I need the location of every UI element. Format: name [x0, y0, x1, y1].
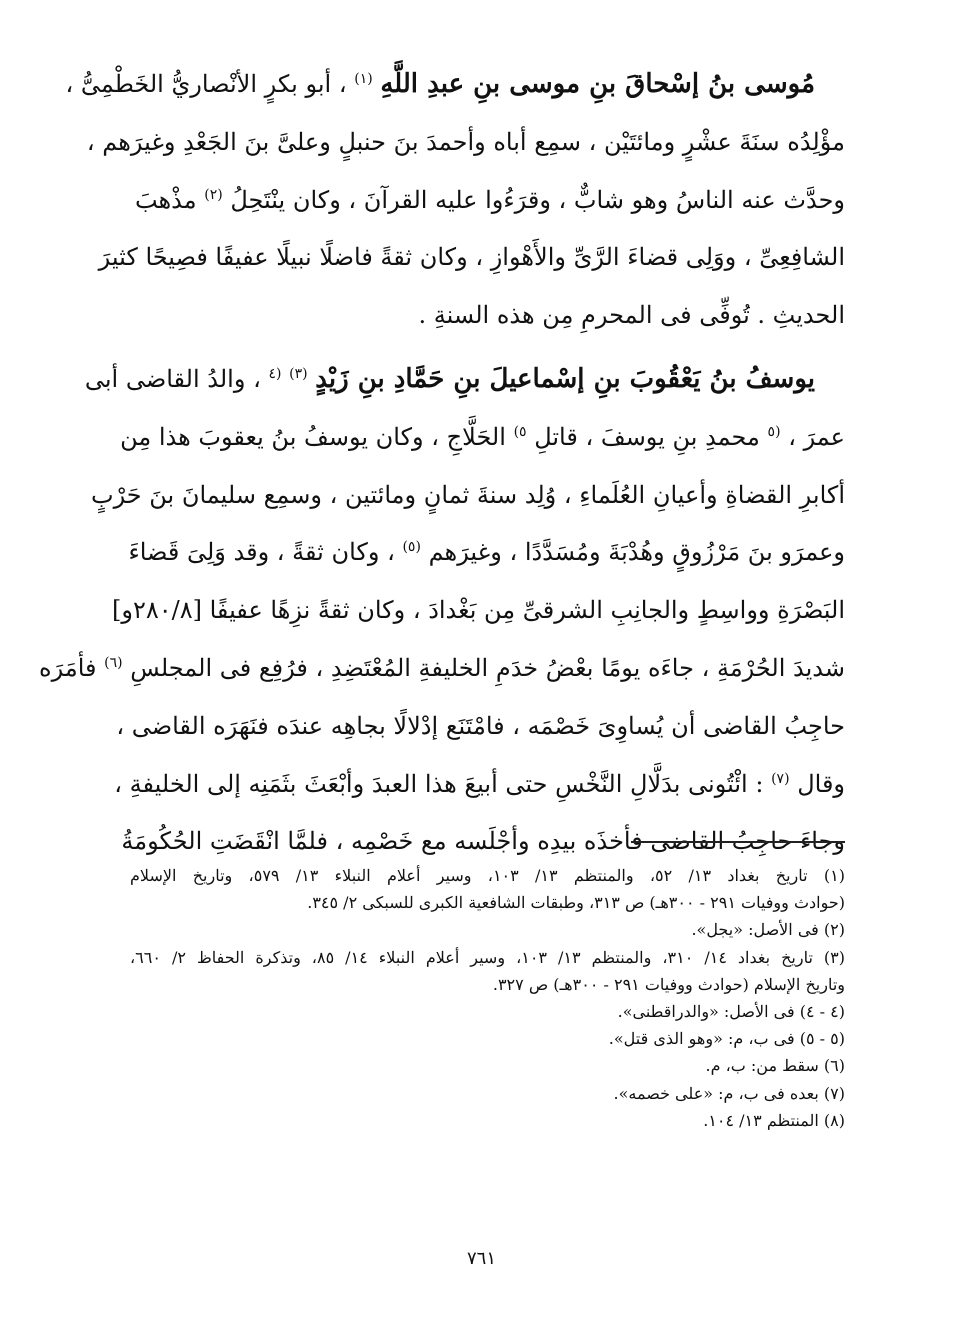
entry1-line1 [65, 56, 845, 114]
entry2-name: يوسفُ بنُ يَعْقُوبَ بنِ إسْماعيلَ بنِ حَمَّادِ بنِ زَيْدٍ [315, 363, 815, 394]
footnote-line: (١) تاريخ بغداد ١٣/ ٥٢، والمنتظم ١٣/ ١٠٣، وسير أعلام النبلاء ١٣/ ٥٧٩، وتاريخ الإسلام [130, 866, 845, 885]
entry2-line6-part-a: شديدَ الحُرْمَةِ ، جاءَه يومًا بعْضُ خدَمِ الخليفةِ المُعْتَضِدِ ، فرُفِع فى المجلسِ [130, 653, 845, 682]
footnote-ref[interactable]: (١) [354, 71, 373, 87]
entry2-line2-part-b: محمدِ بنِ يوسفَ ، قاتلِ [534, 422, 760, 451]
footnote-ref[interactable]: (٢) [204, 186, 223, 203]
footnote-ref[interactable]: ٥) [513, 423, 527, 440]
footnote-line: وتاريخ الإسلام (حوادث ووفيات ٢٩١ - ٣٠٠هـ) ص ٣٢٧. [492, 974, 845, 994]
entry1-name: مُوسى بنُ إسْحاقَ بنِ موسى بنِ عبدِ اللَّهِ [380, 69, 815, 99]
entry1-line3-part-a: وحدَّث عنه الناسُ وهو شابٌّ ، وقرَءُوا عليه القرآنَ ، وكان ينْتَحِلُ [230, 185, 845, 214]
entry1-line3 [134, 172, 845, 230]
main-text [39, 56, 845, 871]
entry2-line4-part-a: وعمرَو بنَ مَرْزُوقٍ وهُدْبَةَ ومُسَدَّدًا ، وغيرَهم [428, 538, 845, 567]
entry2-line2 [120, 409, 845, 467]
footnote-separator [631, 841, 845, 843]
footnote-ref[interactable]: (٣) [289, 365, 308, 382]
footnote-line: (٣) تاريخ بغداد ١٤/ ٣١٠، والمنتظم ١٣/ ١٠٣، وسير أعلام النبلاء ١٤/ ٨٥، وتذكرة الحفاظ ٢/ ٦٦٠، [130, 947, 845, 967]
footnote-ref[interactable]: (٧) [771, 770, 790, 787]
entry2-line7: حاجِبُ القاضى أن يُساوِىَ خَصْمَه ، فامْتَنَع إدْلالًا بجاهِه عندَه فنَهَرَه القاضى ، [116, 711, 845, 740]
footnote-ref[interactable]: (٥ [767, 423, 781, 440]
entry2-line1-text: ، والدُ القاضى أبى [84, 364, 261, 393]
entry2-line9: وجاءَ حاجِبُ القاضى فأخذَه بيدِه وأجْلَسه مع خَصْمِه ، فلمَّا انْقَضَتِ الحُكُومَةُ [121, 827, 845, 856]
entry2-line8-part-b: : ائْتُونى بدَلَّالِ النَّخْسِ حتى أبيعَ هذا العبدَ وأبْعَثَ بثَمَنِه إلى الخليفةِ ، [114, 769, 764, 798]
entry1-line1-text: ، أبو بكرٍ الأنْصاريُّ الخَطْمِىُّ ، [65, 70, 347, 98]
entry2-line8-part-a: وقال [797, 769, 845, 798]
footnote-line: (٢) فى الأصل: «يجل». [691, 920, 845, 940]
footnote-line: (٤ - ٤) فى الأصل: «والدراقطنى». [617, 1001, 845, 1021]
footnotes [130, 862, 845, 1134]
entry2-line8 [114, 756, 845, 814]
entry1-line4: الشافِعِىِّ ، ووَلِى قضاءَ الرَّىِّ والأَهْوازِ ، وكان ثقةً فاضلًا نبيلًا عفيفًا فصِيحًا كثيرَ [98, 243, 845, 272]
footnote-ref[interactable]: (٤ [268, 365, 282, 382]
footnote-line: (حوادث ووفيات ٢٩١ - ٣٠٠هـ) ص ٣١٣، وطبقات الشافعية الكبرى للسبكى ٢/ ٣٤٥. [307, 893, 845, 913]
entry1-line5: الحديثِ . تُوفِّى فى المحرمِ مِن هذه السنةِ . [418, 301, 845, 330]
entry1-line2: مؤْلِدُه سنَةَ عشْرٍ ومائتَيْن ، سمِع أباه وأحمدَ بنَ حنبلٍ وعلىَّ بنَ الجَعْدِ وغيرَهم ، [86, 127, 845, 156]
entry1-line3-part-b: مذْهبَ [134, 185, 197, 214]
footnote-ref[interactable]: (٥) [402, 539, 421, 556]
entry2-line6-part-b: فأمَرَه [39, 653, 97, 682]
entry2-line4-part-b: ، وكان ثقةً ، وقد وَلِىَ قَضاءَ [128, 538, 395, 567]
footnote-ref[interactable]: (٦) [104, 654, 123, 671]
footnote-line: (٦) سقط من: ب، م. [705, 1056, 845, 1076]
page-number: ٧٦١ [466, 1248, 496, 1269]
entry2-line2-part-a: عمرَ ، [788, 422, 845, 451]
entry2-line5 [111, 582, 845, 640]
footnote-line: (٥ - ٥) فى ب، م: «وهو الذى قتل». [608, 1029, 845, 1049]
footnote-line: (٨) المنتظم ١٣/ ١٠٤. [703, 1110, 845, 1130]
entry2-line5-part-a: البَصْرَةِ وواسِطٍ والجانِبِ الشرقىِّ مِن بَغْدادَ ، وكان ثقةً نزِهًا عفيفًا [209, 596, 845, 625]
footnote-line: (٧) بعده فى ب، م: «على خصمه». [613, 1083, 845, 1103]
entry2-line3: أكابرِ القضاةِ وأعيانِ العُلَماءِ ، وُلِد سنةَ ثمانٍ ومائتين ، وسمِع سليمانَ بنَ حَرْبٍ [90, 480, 845, 509]
entry2-line6 [39, 640, 845, 698]
entry2-line1 [84, 351, 845, 409]
manuscript-folio-marker: [٢٨٠/٨و] [111, 596, 202, 625]
entry2-line4 [128, 524, 845, 582]
entry2-line2-part-c: الحَلَّاجِ ، وكان يوسفُ بنُ يعقوبَ هذا مِن [120, 422, 506, 451]
